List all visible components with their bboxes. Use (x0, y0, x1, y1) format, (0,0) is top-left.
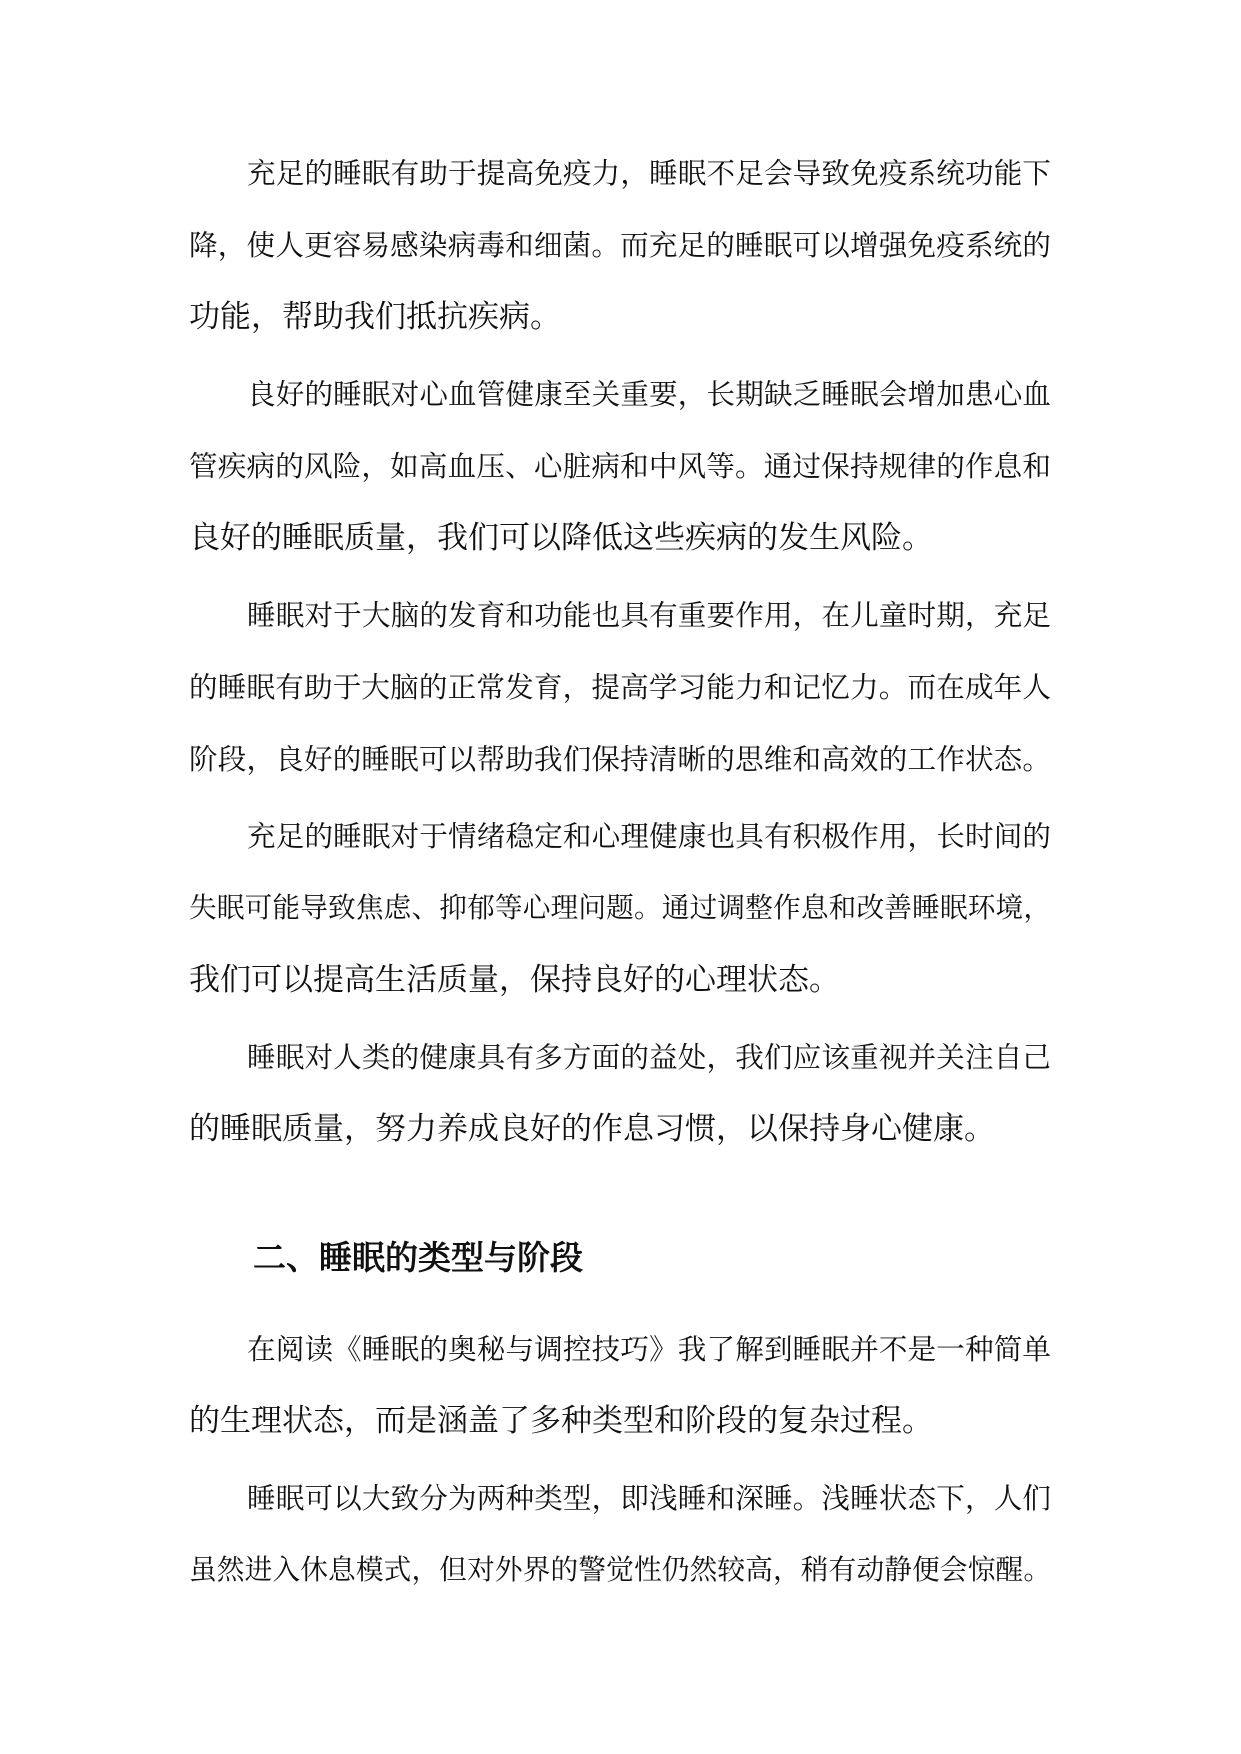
paragraph-2-line-3: 良好的睡眠质量，我们可以降低这些疾病的发生风险。 (189, 520, 933, 556)
paragraph-3-line-3: 阶段，良好的睡眠可以帮助我们保持清晰的思维和高效的工作状态。 (189, 742, 1051, 776)
paragraph-5-line-1: 睡眠对人类的健康具有多方面的益处，我们应该重视并关注自己 (247, 1040, 1051, 1074)
paragraph-5-line-2: 的睡眠质量，努力养成良好的作息习惯，以保持身心健康。 (189, 1111, 995, 1147)
paragraph-1-line-2: 降，使人更容易感染病毒和细菌。而充足的睡眠可以增强免疫系统的 (189, 228, 1051, 262)
paragraph-4-line-1: 充足的睡眠对于情绪稳定和心理健康也具有积极作用，长时间的 (247, 819, 1051, 853)
paragraph-4-line-3: 我们可以提高生活质量，保持良好的心理状态。 (189, 962, 840, 998)
paragraph-1-line-1: 充足的睡眠有助于提高免疫力，睡眠不足会导致免疫系统功能下 (247, 156, 1051, 190)
paragraph-4-line-2: 失眠可能导致焦虑、抑郁等心理问题。通过调整作息和改善睡眠环境， (189, 891, 1051, 924)
section-heading: 二、睡眠的类型与阶段 (253, 1238, 583, 1277)
paragraph-3-line-1: 睡眠对于大脑的发育和功能也具有重要作用，在儿童时期，充足 (247, 598, 1051, 632)
paragraph-2-line-1: 良好的睡眠对心血管健康至关重要，长期缺乏睡眠会增加患心血 (247, 377, 1051, 411)
section-paragraph-1-line-2: 的生理状态，而是涵盖了多种类型和阶段的复杂过程。 (189, 1403, 933, 1439)
paragraph-3-line-2: 的睡眠有助于大脑的正常发育，提高学习能力和记忆力。而在成年人 (189, 670, 1051, 704)
paragraph-2-line-2: 管疾病的风险，如高血压、心脏病和中风等。通过保持规律的作息和 (189, 449, 1051, 483)
section-paragraph-2-line-1: 睡眠可以大致分为两种类型，即浅睡和深睡。浅睡状态下，人们 (247, 1481, 1051, 1515)
paragraph-1-line-3: 功能，帮助我们抵抗疾病。 (189, 299, 561, 335)
section-paragraph-2-line-2: 虽然进入休息模式，但对外界的警觉性仍然较高，稍有动静便会惊醒。 (189, 1553, 1051, 1586)
section-paragraph-1-line-1: 在阅读《睡眠的奥秘与调控技巧》我了解到睡眠并不是一种简单 (247, 1332, 1051, 1366)
